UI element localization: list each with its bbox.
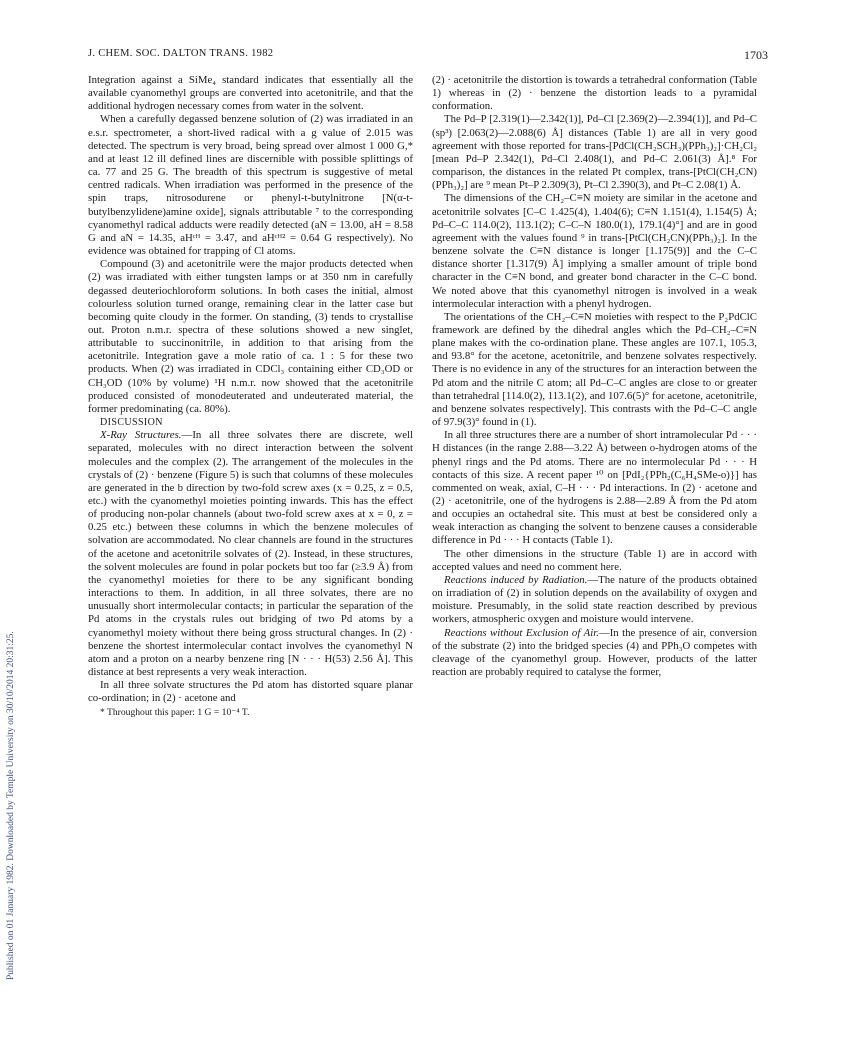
paragraph: The orientations of the CH₂–C≡N moieties with respect to the P₂PdClC framework are defined by the dihedral angles which the Pd–CH₂–C≡N plane makes with the co-ordination plane. These angles are 107.1, 105.3, and 93.8° for the acetone, acetonitrile, and benzene solvates respectively. There is no evidence in any of the structures for an interaction between the Pd atom and the nitrile C atom; all Pd–C–C angles are close to or greater than tetrahedral [114.0(2), 113.1(2), and 107.6(5)° for acetone, acetonitrile, and benzene solvates respectively]. This contrasts with the Pd–C–C angle of 97.9(3)° found in (1). [432,310,757,429]
paragraph: Compound (3) and acetonitrile were the major products detected when (2) was irradiated with either tungsten lamps or at 350 nm in carefully degassed deuteriochloroform solutions. In both cases the initial, almost colourless solution turned orange, remaining clear in the latter case but becoming quite cloudy in the former. On standing, (3) tends to crystallise out. Proton n.m.r. spectra of these solutions showed a new singlet, attributable to succinonitrile, in addition to that arising from the acetonitrile. Integration gave a mole ratio of ca. 1 : 5 for these two products. When (2) was irradiated in CDCl₃ containing either CD₃OD or CH₃OD (10% by volume) ¹H n.m.r. now showed that the acetonitrile produced consisted of monodeuterated and undeuterated material, the former predominating (ca. 80%). [88,258,413,415]
paragraph: Integration against a SiMe₄ standard indicates that essentially all the available cyanomethyl groups are converted into acetonitrile, and that the additional hydrogen necessary comes from water in the solvent. [88,74,413,113]
section-heading-discussion: DISCUSSION [100,417,163,429]
left-column [88,74,413,719]
paragraph: The Pd–P [2.319(1)—2.342(1)], Pd–Cl [2.369(2)—2.394(1)], and Pd–C (sp³) [2.063(2)—2.088(6) Å] distances (Table 1) are all in very good agreement with those reported for trans-[PdCl(CH₂SCH₃)(PPh₃)₂]·CH₂Cl₂ [mean Pd–P 2.342(1), Pd–Cl 2.408(1), and Pd–C 2.061(3) Å].⁸ For comparison, the distances in the related Pt complex, trans-[PtCl(CH₂CN)(PPh₃)₂] are ⁹ mean Pt–P 2.309(3), Pt–Cl 2.390(3), and Pt–C 2.08(1) Å. [432,113,757,192]
subsection-title-xray: X-Ray Structures. [100,429,182,442]
subsection-title-radiation: Reactions induced by Radiation. [444,573,588,586]
paragraph: (2) · acetonitrile the distortion is towards a tetrahedral conformation (Table 1) whereas in (2) · benzene the distortion leads to a pyramidal conformation. [432,74,757,113]
running-head [88,48,768,64]
download-stamp-text: Published on 01 January 1982. Downloaded by Temple University on 30/10/2014 20:31:25. [6,631,16,980]
paragraph: In all three structures there are a number of short intramolecular Pd · · · H distances (in the range 2.88—3.22 Å) between o-hydrogen atoms of the phenyl rings and the Pd atoms. There are no intermolecular Pd · · · H contacts of this size. A recent paper ¹⁰ on [PdI₂{PPh₂(C₆H₄SMe-o)}] has commented on weak, axial, C–H · · · Pd interactions. In (2) · acetone and (2) · acetonitrile, one of the hydrogens is 2.88—2.89 Å from the Pd atom and occupies an octahedral site. This must at best be considered only a weak interaction as changing the solvent to benzene causes a considerable difference in Pd · · · H contacts (Table 1). [432,429,757,547]
page-number: 1703 [744,48,768,62]
paragraph: When a carefully degassed benzene solution of (2) was irradiated in an e.s.r. spectrometer, a short-lived radical with a g value of 2.015 was detected. The spectrum is very broad, being spread over almost 1 000 G,* and at least 12 ill defined lines are discernible with possible splittings of ca. 77 and 25 G. The breadth of this spectrum is suggestive of metal centred radicals. When irradiation was performed in the presence of the spin traps, nitrosodurene or phenyl-t-butylnitrone [N(α-t-butylbenzylidene)amine oxide], signals attributable ⁷ to the corresponding cyanomethyl radical adducts were readily detected (aN = 13.00, aH = 8.58 G and aN = 14.35, aHᶜᴴ = 3.47, and aHᶜᴴ² = 0.64 G respectively). No evidence was obtained for trapping of Cl atoms. [88,113,413,258]
paragraph: The other dimensions in the structure (Table 1) are in accord with accepted values and need no comment here. [432,547,757,573]
journal-citation: J. CHEM. SOC. DALTON TRANS. 1982 [88,48,274,59]
paragraph [88,429,413,679]
right-column [432,74,757,679]
paragraph [432,627,757,680]
footnote: * Throughout this paper: 1 G = 10⁻⁴ T. [100,706,250,718]
paragraph-text: —In all three solvates there are discrete, well separated, molecules with no direct interaction between the solvent molecules and the complex (2). The arrangement of the molecules in the crystals of (2) · benzene (Figure 5) is such that columns of these molecules are generated in the b direction by two-fold screw axes (x = 0.25, z = 0.5, etc.) with the cyanomethyl moieties pointing inwards. This has the effect of producing non-polar channels (about two-fold screw axes at x = 0, z = 0.25 etc.) between these columns in which the benzene molecules of solvation are accommodated. No clear channels are found in the structures of the acetone and acetonitrile solvates of (2). Instead, in these structures, the solvent molecules are found in polar pockets but too far (≥3.9 Å) from the cyanomethyl moieties for there to be any significant bonding interactions to them. In addition, in all three solvates, there are no unusually short intermolecular contacts; in particular the separation of the Pd atoms in the crystals rules out bridging of two Pd atoms by a cyanomethyl moiety without there being gross structural changes. In (2) · benzene the shortest intermolecular contact involves the cyanomethyl N atom and a proton on a nearby benzene ring [N · · · H(53) 2.56 Å]. This distance at best represents a very weak interaction. [88,429,413,679]
subsection-title-air: Reactions without Exclusion of Air. [444,626,599,639]
paragraph: In all three solvate structures the Pd atom has distorted square planar co-ordination; in (2) · acetone and [88,679,413,705]
paragraph: The dimensions of the CH₂–C≡N moiety are similar in the acetone and acetonitrile solvates [C–C 1.425(4), 1.404(6); C≡N 1.151(4), 1.154(5) Å; Pd–C–C 114.0(2), 113.1(2); C–C–N 180.0(1), 179.1(4)°] and are in good agreement with the values found ⁹ in trans-[PtCl(CH₂CN)(PPh₃)₂]. In the benzene solvate the C≡N distance is longer [1.175(9)] and the C–C distance shorter [1.317(9) Å] implying a smaller amount of triple bond character in the C≡N bond, and greater bond character in the C–C bond. We noted above that this cyanomethyl nitrogen is involved in a weak intermolecular interaction with a phenyl hydrogen. [432,192,757,310]
paragraph [432,574,757,627]
paragraph-text: —In the presence of air, conversion of the substrate (2) into the bridged species (4) and PPh₃O competes with cleavage of the cyanomethyl group. However, products of the latter reaction are probably required to catalyse the former, [432,626,757,679]
download-stamp [6,160,20,980]
paragraph-text: —The nature of the products obtained on irradiation of (2) in solution depends on the availability of oxygen and moisture. Presumably, in the solid state reaction described by previous workers, atmospheric oxygen and moisture would intervene. [432,573,757,626]
